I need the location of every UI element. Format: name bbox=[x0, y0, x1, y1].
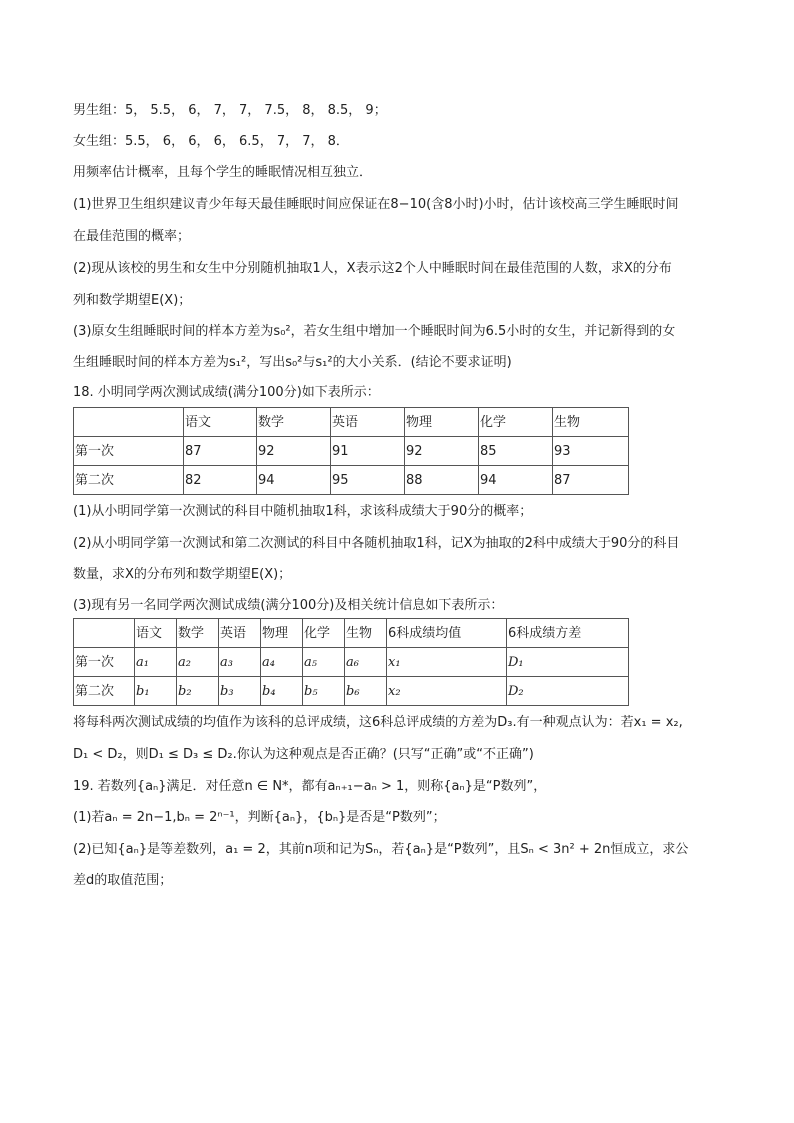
table-cell: 87 bbox=[184, 437, 257, 466]
table-cell: b₂ bbox=[177, 677, 219, 706]
table-cell: 第一次 bbox=[74, 437, 184, 466]
table-cell: 第一次 bbox=[74, 648, 135, 677]
female-group-data: 女生组：5.5， 6， 6， 6， 6.5， 7， 7， 8． bbox=[73, 134, 349, 149]
table-cell: 94 bbox=[257, 466, 331, 495]
table-cell: 生物 bbox=[345, 619, 387, 648]
table-row bbox=[74, 466, 629, 495]
table-cell: x₁ bbox=[387, 648, 507, 677]
table-header-row bbox=[74, 619, 629, 648]
table-cell: 95 bbox=[331, 466, 405, 495]
table-cell: b₁ bbox=[135, 677, 177, 706]
table-cell: D₂ bbox=[507, 677, 629, 706]
table-row bbox=[74, 437, 629, 466]
table-cell: 6科成绩均值 bbox=[387, 619, 507, 648]
table-cell: b₆ bbox=[345, 677, 387, 706]
q18-part3-line1: 将每科两次测试成绩的均值作为该科的总评成绩，这6科总评成绩的方差为D₃.有一种观点认为：若x₁ = x₂, bbox=[73, 715, 683, 730]
table-cell: 英语 bbox=[331, 408, 405, 437]
table-cell: 第二次 bbox=[74, 677, 135, 706]
q19-part2-line1: (2)已知{aₙ}是等差数列，a₁ = 2，其前n项和记为Sₙ，若{aₙ}是“P数列”，且Sₙ < 3n² + 2n恒成立，求公 bbox=[73, 842, 689, 857]
table-row bbox=[74, 677, 629, 706]
q17-part3-line2: 生组睡眠时间的样本方差为s₁²，写出s₀²与s₁²的大小关系．(结论不要求证明) bbox=[73, 355, 512, 370]
table-cell: b₄ bbox=[261, 677, 303, 706]
table-cell: 87 bbox=[553, 466, 629, 495]
table-cell: 物理 bbox=[405, 408, 479, 437]
table-cell: 92 bbox=[405, 437, 479, 466]
q18-part2-line1: (2)从小明同学第一次测试和第二次测试的科目中各随机抽取1科，记X为抽取的2科中成绩大于90分的科目 bbox=[73, 536, 680, 551]
table-cell: 88 bbox=[405, 466, 479, 495]
q17-part2-line2: 列和数学期望E(X)； bbox=[73, 293, 192, 308]
q17-part1-line1: (1)世界卫生组织建议青少年每天最佳睡眠时间应保证在8−10(含8小时)小时，估计该校高三学生睡眠时间 bbox=[73, 197, 679, 212]
table-cell: 语文 bbox=[184, 408, 257, 437]
table-cell: 92 bbox=[257, 437, 331, 466]
table-cell: 91 bbox=[331, 437, 405, 466]
q18-part2-line2: 数量，求X的分布列和数学期望E(X)； bbox=[73, 567, 292, 582]
q18-part3-line2: D₁ < D₂，则D₁ ≤ D₃ ≤ D₂.你认为这种观点是否正确？(只写“正确”或“不正确”) bbox=[73, 747, 534, 762]
table-cell: a₃ bbox=[219, 648, 261, 677]
q19-part1: (1)若aₙ = 2n−1,bₙ = 2ⁿ⁻¹，判断{aₙ}，{bₙ}是否是“P数列”； bbox=[73, 810, 446, 825]
table-cell: 6科成绩方差 bbox=[507, 619, 629, 648]
table-cell: 第二次 bbox=[74, 466, 184, 495]
table-cell bbox=[74, 408, 184, 437]
table-cell: 85 bbox=[479, 437, 553, 466]
table-header-row bbox=[74, 408, 629, 437]
table-cell: 生物 bbox=[553, 408, 629, 437]
q17-part3-line1: (3)原女生组睡眠时间的样本方差为s₀²，若女生组中增加一个睡眠时间为6.5小时的女生，并记新得到的女 bbox=[73, 324, 676, 339]
table-cell: 数学 bbox=[177, 619, 219, 648]
table-cell: 94 bbox=[479, 466, 553, 495]
table-cell: b₅ bbox=[303, 677, 345, 706]
table-cell: a₄ bbox=[261, 648, 303, 677]
table-cell bbox=[74, 619, 135, 648]
table-row bbox=[74, 648, 629, 677]
table-cell: b₃ bbox=[219, 677, 261, 706]
q18-stem: 18. 小明同学两次测试成绩(满分100分)如下表所示： bbox=[73, 385, 380, 400]
table-cell: 82 bbox=[184, 466, 257, 495]
table-cell: 化学 bbox=[303, 619, 345, 648]
table-cell: a₆ bbox=[345, 648, 387, 677]
table-cell: 93 bbox=[553, 437, 629, 466]
q17-part1-line2: 在最佳范围的概率； bbox=[73, 229, 191, 244]
table-cell: x₂ bbox=[387, 677, 507, 706]
scores-table-xiaoming bbox=[73, 407, 629, 495]
scores-table-other-student bbox=[73, 618, 629, 706]
table-cell: 数学 bbox=[257, 408, 331, 437]
q19-stem: 19. 若数列{aₙ}满足．对任意n ∈ N*，都有aₙ₊₁−aₙ > 1，则称{aₙ}是“P数列”， bbox=[73, 779, 547, 794]
table-cell: 英语 bbox=[219, 619, 261, 648]
table-cell: a₁ bbox=[135, 648, 177, 677]
q18-part3-stem: (3)现有另一名同学两次测试成绩(满分100分)及相关统计信息如下表所示： bbox=[73, 598, 504, 613]
table-cell: 化学 bbox=[479, 408, 553, 437]
male-group-data: 男生组：5， 5.5， 6， 7， 7， 7.5， 8， 8.5， 9； bbox=[73, 103, 387, 118]
assumption-text: 用频率估计概率，且每个学生的睡眠情况相互独立． bbox=[73, 165, 373, 180]
table-cell: D₁ bbox=[507, 648, 629, 677]
q18-part1: (1)从小明同学第一次测试的科目中随机抽取1科，求该科成绩大于90分的概率； bbox=[73, 504, 533, 519]
table-cell: 物理 bbox=[261, 619, 303, 648]
table-cell: a₂ bbox=[177, 648, 219, 677]
table-cell: 语文 bbox=[135, 619, 177, 648]
q19-part2-line2: 差d的取值范围； bbox=[73, 873, 173, 888]
q17-part2-line1: (2)现从该校的男生和女生中分别随机抽取1人，X表示这2个人中睡眠时间在最佳范围的人数，求X的分布 bbox=[73, 261, 672, 276]
table-cell: a₅ bbox=[303, 648, 345, 677]
